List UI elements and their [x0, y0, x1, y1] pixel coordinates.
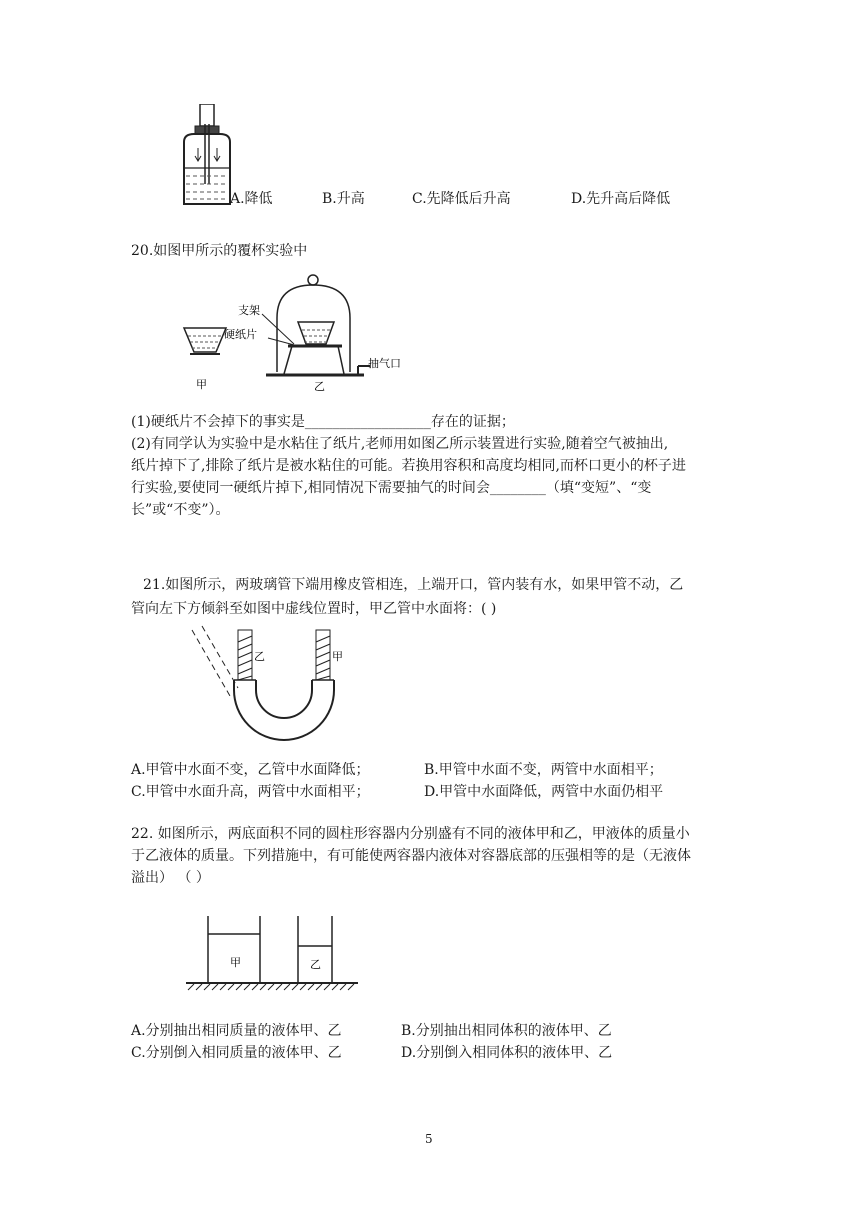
q22-stem-line2: 于乙液体的质量。下列措施中，有可能使两容器内液体对容器底部的压强相等的是（无液体: [131, 848, 691, 864]
q20-sub2-line4: 长”或“不变”）。: [131, 502, 230, 518]
q22-containers-figure: [184, 910, 364, 994]
label-yi: 乙: [314, 380, 325, 393]
q20-sub2-line3: 行实验,要使同一硬纸片掉下,相同情况下需要抽气的时间会________（填“变短”、“变: [131, 480, 652, 496]
q19-option-d: D.先升高后降低: [571, 191, 671, 207]
q20-sub2-line2: 纸片掉下了,排除了纸片是被水粘住的可能。若换用容积和高度均相同,而杯口更小的杯子进: [131, 458, 686, 474]
q20-stem: 20.如图甲所示的覆杯实验中: [131, 243, 308, 259]
label-liquid-jia: 甲: [230, 956, 241, 969]
q22-stem-line3: 溢出） （ ）: [131, 870, 210, 886]
label-tube-jia: 甲: [332, 650, 343, 663]
q21-option-d: D.甲管中水面降低，两管中水面仍相平: [424, 784, 664, 800]
q19-option-c: C.先降低后升高: [412, 191, 511, 207]
q22-option-d: D.分别倒入相同体积的液体甲、乙: [401, 1045, 613, 1061]
q21-option-c: C.甲管中水面升高，两管中水面相平；: [131, 784, 370, 800]
q21-option-a: A.甲管中水面不变，乙管中水面降低；: [131, 762, 370, 778]
label-outlet: 抽气口: [368, 357, 401, 370]
label-jia: 甲: [196, 378, 207, 391]
q22-option-b: B.分别抽出相同体积的液体甲、乙: [401, 1023, 612, 1039]
q22-option-a: A.分别抽出相同质量的液体甲、乙: [131, 1023, 342, 1039]
label-tube-yi: 乙: [254, 650, 265, 663]
q22-option-c: C.分别倒入相同质量的液体甲、乙: [131, 1045, 342, 1061]
q21-stem-line1: 21.如图所示，两玻璃管下端用橡皮管相连，上端开口，管内装有水，如果甲管不动，乙: [143, 577, 684, 593]
q19-option-b: B.升高: [322, 191, 365, 207]
label-card: 硬纸片: [224, 328, 257, 341]
q21-stem-line2: 管向左下方倾斜至如图中虚线位置时，甲乙管中水面将：( ): [131, 601, 497, 617]
q21-option-b: B.甲管中水面不变，两管中水面相平；: [424, 762, 663, 778]
label-bracket: 支架: [238, 304, 260, 317]
q20-sub1: (1)硬纸片不会掉下的事实是__________________存在的证据；: [131, 414, 515, 430]
q19-option-a: A.降低: [230, 191, 273, 207]
label-liquid-yi: 乙: [310, 958, 321, 971]
q21-u-tube-figure: [190, 620, 370, 750]
q20-sub2-line1: (2)有同学认为实验中是水粘住了纸片,老师用如图乙所示装置进行实验,随着空气被抽出,: [131, 436, 669, 452]
q22-stem-line1: 22. 如图所示，两底面积不同的圆柱形容器内分别盛有不同的液体甲和乙，甲液体的质量小: [131, 826, 690, 842]
q20-apparatus-figure: [180, 270, 420, 400]
page-number: 5: [425, 1132, 433, 1146]
